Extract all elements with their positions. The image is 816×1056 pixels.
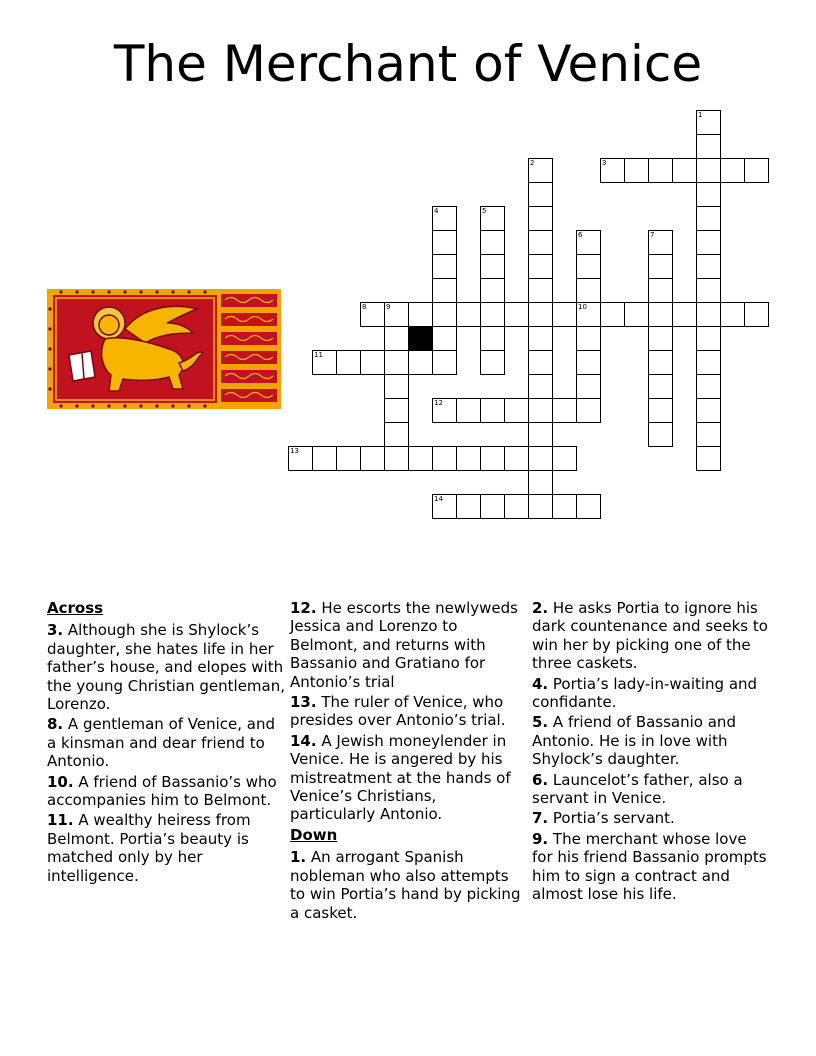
grid-cell[interactable] xyxy=(552,398,577,423)
grid-cell[interactable] xyxy=(576,230,601,255)
down-clues-column xyxy=(532,599,770,906)
clue-text: A wealthy heiress from Belmont. Portia’s beauty is matched only by her intelligence. xyxy=(47,811,251,885)
cell-number: 11 xyxy=(314,351,323,359)
clue-down-9 xyxy=(532,830,770,904)
grid-cell[interactable] xyxy=(480,302,505,327)
grid-cell[interactable] xyxy=(432,398,457,423)
clue-down-6 xyxy=(532,771,770,808)
across-clue-list xyxy=(47,621,287,885)
clue-number: 3. xyxy=(47,621,64,640)
grid-cell[interactable] xyxy=(432,206,457,231)
grid-cell[interactable] xyxy=(528,446,553,471)
clue-text: Portia’s servant. xyxy=(552,809,675,828)
grid-cell[interactable] xyxy=(648,278,673,303)
cell-number: 9 xyxy=(386,303,391,311)
grid-cell[interactable] xyxy=(480,230,505,255)
clue-number: 5. xyxy=(532,713,549,732)
grid-cell[interactable] xyxy=(648,422,673,447)
grid-cell[interactable] xyxy=(576,254,601,279)
clue-down-2 xyxy=(532,599,770,673)
grid-cell[interactable] xyxy=(648,398,673,423)
grid-cell[interactable] xyxy=(696,446,721,471)
black-cell xyxy=(408,326,433,351)
grid-cell[interactable] xyxy=(480,326,505,351)
grid-cell[interactable] xyxy=(432,494,457,519)
clue-number: 8. xyxy=(47,715,64,734)
grid-cell[interactable] xyxy=(288,446,313,471)
grid-cell[interactable] xyxy=(312,446,337,471)
grid-cell[interactable] xyxy=(696,374,721,399)
grid-cell[interactable] xyxy=(384,350,409,375)
cell-number: 5 xyxy=(482,207,487,215)
grid-cell[interactable] xyxy=(504,494,529,519)
grid-cell[interactable] xyxy=(600,158,625,183)
grid-cell[interactable] xyxy=(696,350,721,375)
grid-cell[interactable] xyxy=(576,302,601,327)
grid-cell[interactable] xyxy=(696,398,721,423)
grid-cell[interactable] xyxy=(456,446,481,471)
grid-cell[interactable] xyxy=(576,398,601,423)
grid-cell[interactable] xyxy=(528,158,553,183)
grid-cell[interactable] xyxy=(408,350,433,375)
grid-cell[interactable] xyxy=(696,422,721,447)
clue-text: Portia’s lady-in-waiting and confidante. xyxy=(532,674,758,712)
grid-cell[interactable] xyxy=(480,278,505,303)
grid-cell[interactable] xyxy=(504,446,529,471)
clue-across-13 xyxy=(290,693,526,730)
grid-cell[interactable] xyxy=(384,326,409,351)
grid-cell[interactable] xyxy=(648,374,673,399)
clue-text: A Jewish moneylender in Venice. He is angered by his mistreatment at the hands of Venice’s Christians, particularly Antonio. xyxy=(290,731,511,824)
clue-down-4 xyxy=(532,675,770,712)
grid-cell[interactable] xyxy=(648,350,673,375)
cell-number: 3 xyxy=(602,159,607,167)
cell-number: 7 xyxy=(650,231,655,239)
clue-number: 7. xyxy=(532,809,549,828)
grid-cell[interactable] xyxy=(672,158,697,183)
grid-cell[interactable] xyxy=(528,326,553,351)
grid-cell[interactable] xyxy=(480,206,505,231)
grid-cell[interactable] xyxy=(648,302,673,327)
clue-number: 10. xyxy=(47,772,74,791)
clue-text: He asks Portia to ignore his dark countenance and seeks to win her by picking one of the three caskets. xyxy=(532,599,768,673)
grid-cell[interactable] xyxy=(648,158,673,183)
grid-cell[interactable] xyxy=(336,446,361,471)
cell-number: 1 xyxy=(698,111,703,119)
clue-number: 1. xyxy=(290,848,307,867)
clue-across-11 xyxy=(47,811,287,885)
cell-number: 6 xyxy=(578,231,583,239)
cell-number: 14 xyxy=(434,495,443,503)
grid-cell[interactable] xyxy=(528,302,553,327)
grid-cell[interactable] xyxy=(456,302,481,327)
grid-cell[interactable] xyxy=(504,398,529,423)
middle-clues-column xyxy=(290,599,526,924)
page-title: The Merchant of Venice xyxy=(113,35,703,93)
grid-cell[interactable] xyxy=(744,158,769,183)
cell-number: 4 xyxy=(434,207,439,215)
grid-cell[interactable] xyxy=(624,302,649,327)
grid-cell[interactable] xyxy=(576,278,601,303)
clue-number: 14. xyxy=(290,731,317,750)
grid-cell[interactable] xyxy=(648,326,673,351)
grid-cell[interactable] xyxy=(528,182,553,207)
clue-text: Although she is Shylock’s daughter, she hates life in her father’s house, and elopes with the young Christian gentleman, Lorenzo. xyxy=(47,621,286,714)
venetian-flag-image xyxy=(47,289,281,409)
grid-cell[interactable] xyxy=(432,350,457,375)
grid-cell[interactable] xyxy=(528,422,553,447)
grid-cell[interactable] xyxy=(696,254,721,279)
grid-cell[interactable] xyxy=(408,446,433,471)
grid-cell[interactable] xyxy=(696,302,721,327)
clue-number: 4. xyxy=(532,674,549,693)
grid-cell[interactable] xyxy=(528,398,553,423)
clue-number: 9. xyxy=(532,829,549,848)
grid-cell[interactable] xyxy=(480,254,505,279)
grid-cell[interactable] xyxy=(528,470,553,495)
grid-cell[interactable] xyxy=(432,230,457,255)
grid-cell[interactable] xyxy=(696,230,721,255)
grid-cell[interactable] xyxy=(528,206,553,231)
grid-cell[interactable] xyxy=(504,302,529,327)
grid-cell[interactable] xyxy=(432,446,457,471)
clue-text: The ruler of Venice, who presides over Antonio’s trial. xyxy=(290,693,506,730)
grid-cell[interactable] xyxy=(720,302,745,327)
grid-cell[interactable] xyxy=(552,302,577,327)
grid-cell[interactable] xyxy=(408,302,433,327)
down-heading: Down xyxy=(290,825,338,844)
grid-cell[interactable] xyxy=(696,110,721,135)
across-heading: Across xyxy=(47,599,104,617)
clue-down-7 xyxy=(532,809,770,827)
clue-text: A gentleman of Venice, and a kinsman and dear friend to Antonio. xyxy=(47,715,276,771)
grid-cell[interactable] xyxy=(576,494,601,519)
grid-cell[interactable] xyxy=(432,302,457,327)
grid-cell[interactable] xyxy=(720,158,745,183)
grid-cell[interactable] xyxy=(528,494,553,519)
grid-cell[interactable] xyxy=(384,422,409,447)
grid-cell[interactable] xyxy=(480,446,505,471)
grid-cell[interactable] xyxy=(696,134,721,159)
grid-cell[interactable] xyxy=(528,350,553,375)
grid-cell[interactable] xyxy=(528,254,553,279)
grid-cell[interactable] xyxy=(528,230,553,255)
grid-cell[interactable] xyxy=(744,302,769,327)
clue-down-1 xyxy=(290,848,526,922)
grid-cell[interactable] xyxy=(528,278,553,303)
grid-cell[interactable] xyxy=(696,158,721,183)
across-clues-column xyxy=(47,599,287,887)
grid-cell[interactable] xyxy=(384,374,409,399)
grid-cell[interactable] xyxy=(576,374,601,399)
grid-cell[interactable] xyxy=(336,350,361,375)
grid-cell[interactable] xyxy=(480,494,505,519)
grid-cell[interactable] xyxy=(600,302,625,327)
grid-cell[interactable] xyxy=(384,398,409,423)
clue-text: The merchant whose love for his friend Bassanio prompts him to sign a contract and almost lose his life. xyxy=(532,829,767,904)
grid-cell[interactable] xyxy=(360,350,385,375)
clue-text: An arrogant Spanish nobleman who also attempts to win Portia’s hand by picking a casket. xyxy=(290,848,521,922)
grid-cell[interactable] xyxy=(360,446,385,471)
clue-number: 6. xyxy=(532,770,549,789)
grid-cell[interactable] xyxy=(696,326,721,351)
grid-cell[interactable] xyxy=(384,302,409,327)
clue-text: A friend of Bassanio’s who accompanies him to Belmont. xyxy=(47,772,277,810)
cell-number: 10 xyxy=(578,303,587,311)
grid-cell[interactable] xyxy=(576,326,601,351)
clue-number: 11. xyxy=(47,811,74,830)
grid-cell[interactable] xyxy=(528,374,553,399)
grid-cell[interactable] xyxy=(360,302,385,327)
grid-cell[interactable] xyxy=(648,254,673,279)
clue-number: 2. xyxy=(532,599,549,617)
clue-across-14 xyxy=(290,732,526,824)
clue-text: A friend of Bassanio and Antonio. He is in love with Shylock’s daughter. xyxy=(532,713,736,769)
clue-text: He escorts the newlyweds Jessica and Lorenzo to Belmont, and returns with Bassanio and Gratiano for Antonio’s trial xyxy=(290,599,518,691)
clue-down-5 xyxy=(532,713,770,768)
clue-number: 12. xyxy=(290,599,317,617)
cell-number: 8 xyxy=(362,303,367,311)
cell-number: 13 xyxy=(290,447,299,455)
grid-cell[interactable] xyxy=(672,302,697,327)
grid-cell[interactable] xyxy=(312,350,337,375)
grid-cell[interactable] xyxy=(456,494,481,519)
clue-across-10 xyxy=(47,773,287,810)
clue-text: Launcelot’s father, also a servant in Venice. xyxy=(532,770,743,808)
grid-cell[interactable] xyxy=(432,254,457,279)
grid-cell[interactable] xyxy=(480,398,505,423)
grid-cell[interactable] xyxy=(456,398,481,423)
cell-number: 2 xyxy=(530,159,535,167)
clue-number: 13. xyxy=(290,693,317,712)
grid-cell[interactable] xyxy=(624,158,649,183)
grid-cell[interactable] xyxy=(696,182,721,207)
grid-cell[interactable] xyxy=(384,446,409,471)
grid-cell[interactable] xyxy=(432,326,457,351)
grid-cell[interactable] xyxy=(648,230,673,255)
grid-cell[interactable] xyxy=(552,494,577,519)
grid-cell[interactable] xyxy=(480,350,505,375)
clue-across-3 xyxy=(47,621,287,713)
clue-across-8 xyxy=(47,715,287,770)
cell-number: 12 xyxy=(434,399,443,407)
grid-cell[interactable] xyxy=(576,350,601,375)
grid-cell[interactable] xyxy=(552,446,577,471)
grid-cell[interactable] xyxy=(696,206,721,231)
grid-cell[interactable] xyxy=(432,278,457,303)
clue-across-12 xyxy=(290,599,526,691)
grid-cell[interactable] xyxy=(696,278,721,303)
